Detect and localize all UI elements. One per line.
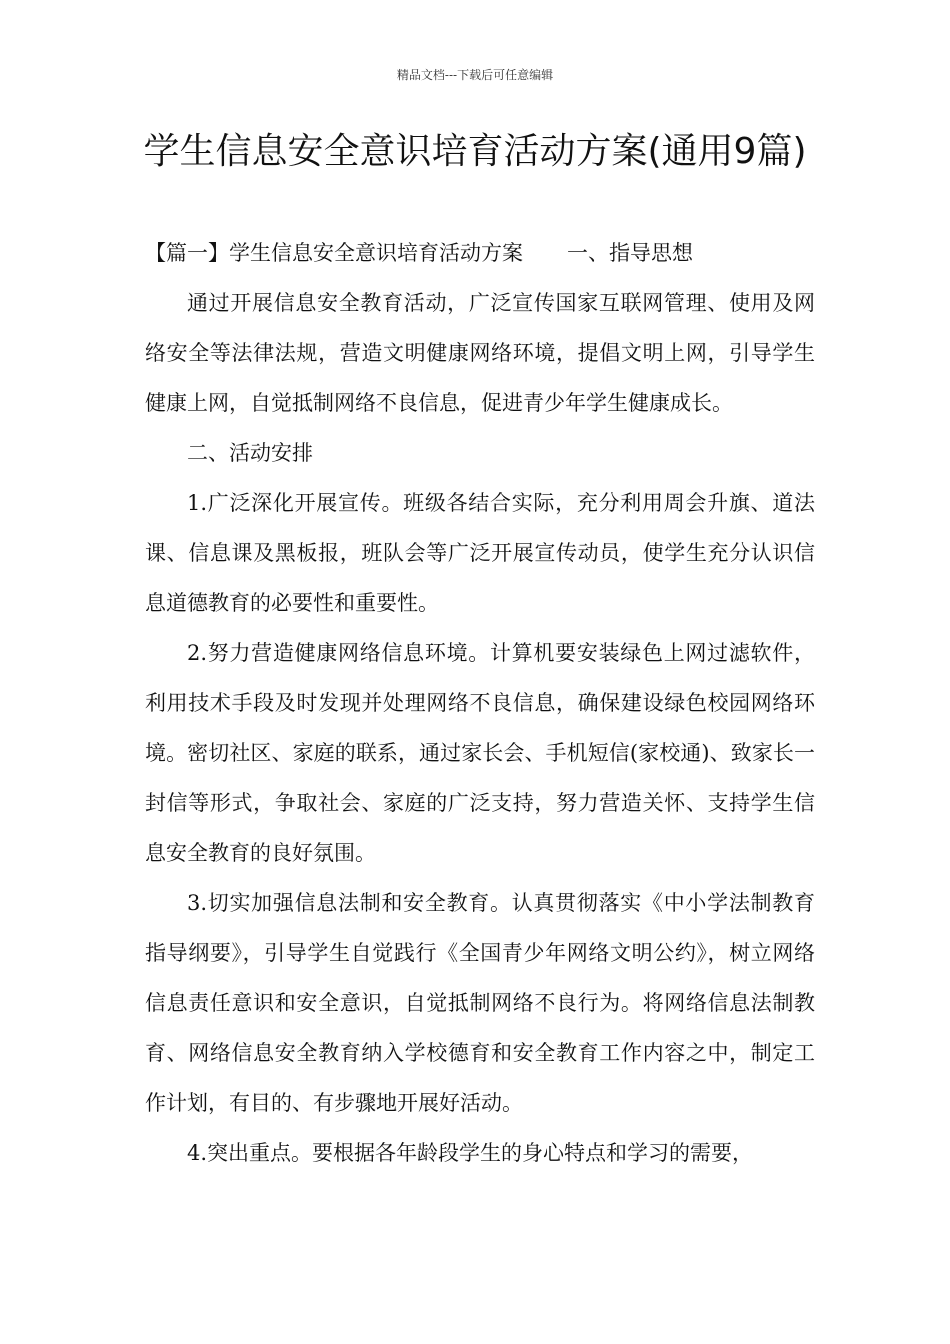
section-heading-line xyxy=(145,228,815,278)
paragraph-item-2: 2.努力营造健康网络信息环境。计算机要安装绿色上网过滤软件，利用技术手段及时发现并处理网络不良信息，确保建设绿色校园网络环境。密切社区、家庭的联系，通过家长会、手机短信(家校通)、致家长一封信等形式，争取社会、家庭的广泛支持，努力营造关怀、支持学生信息安全教育的良好氛围。 xyxy=(145,641,815,865)
heading-activity-arrangement: 二、活动安排 xyxy=(187,441,313,465)
page-header-watermark: 精品文档---下载后可任意编辑 xyxy=(396,68,554,82)
paragraph-item-3: 3.切实加强信息法制和安全教育。认真贯彻落实《中小学法制教育指导纲要》，引导学生自觉践行《全国青少年网络文明公约》，树立网络信息责任意识和安全意识，自觉抵制网络不良行为。将网络信息法制教育、网络信息安全教育纳入学校德育和安全教育工作内容之中，制定工作计划，有目的、有步骤地开展好活动。 xyxy=(145,891,815,1115)
paragraph-item-1: 1.广泛深化开展宣传。班级各结合实际，充分利用周会升旗、道法课、信息课及黑板报，班队会等广泛开展宣传动员，使学生充分认识信息道德教育的必要性和重要性。 xyxy=(145,491,815,615)
paragraph-item-4: 4.突出重点。要根据各年龄段学生的身心特点和学习的需要， xyxy=(187,1141,754,1165)
heading-guiding-ideology: 一、指导思想 xyxy=(567,241,693,265)
paragraph-guiding-ideology: 通过开展信息安全教育活动，广泛宣传国家互联网管理、使用及网络安全等法律法规，营造文明健康网络环境，提倡文明上网，引导学生健康上网，自觉抵制网络不良信息，促进青少年学生健康成长。 xyxy=(145,291,815,415)
document-title: 学生信息安全意识培育活动方案(通用9篇) xyxy=(143,131,807,172)
section-label: 【篇一】学生信息安全意识培育活动方案 xyxy=(145,241,523,265)
document-body xyxy=(145,228,815,1178)
